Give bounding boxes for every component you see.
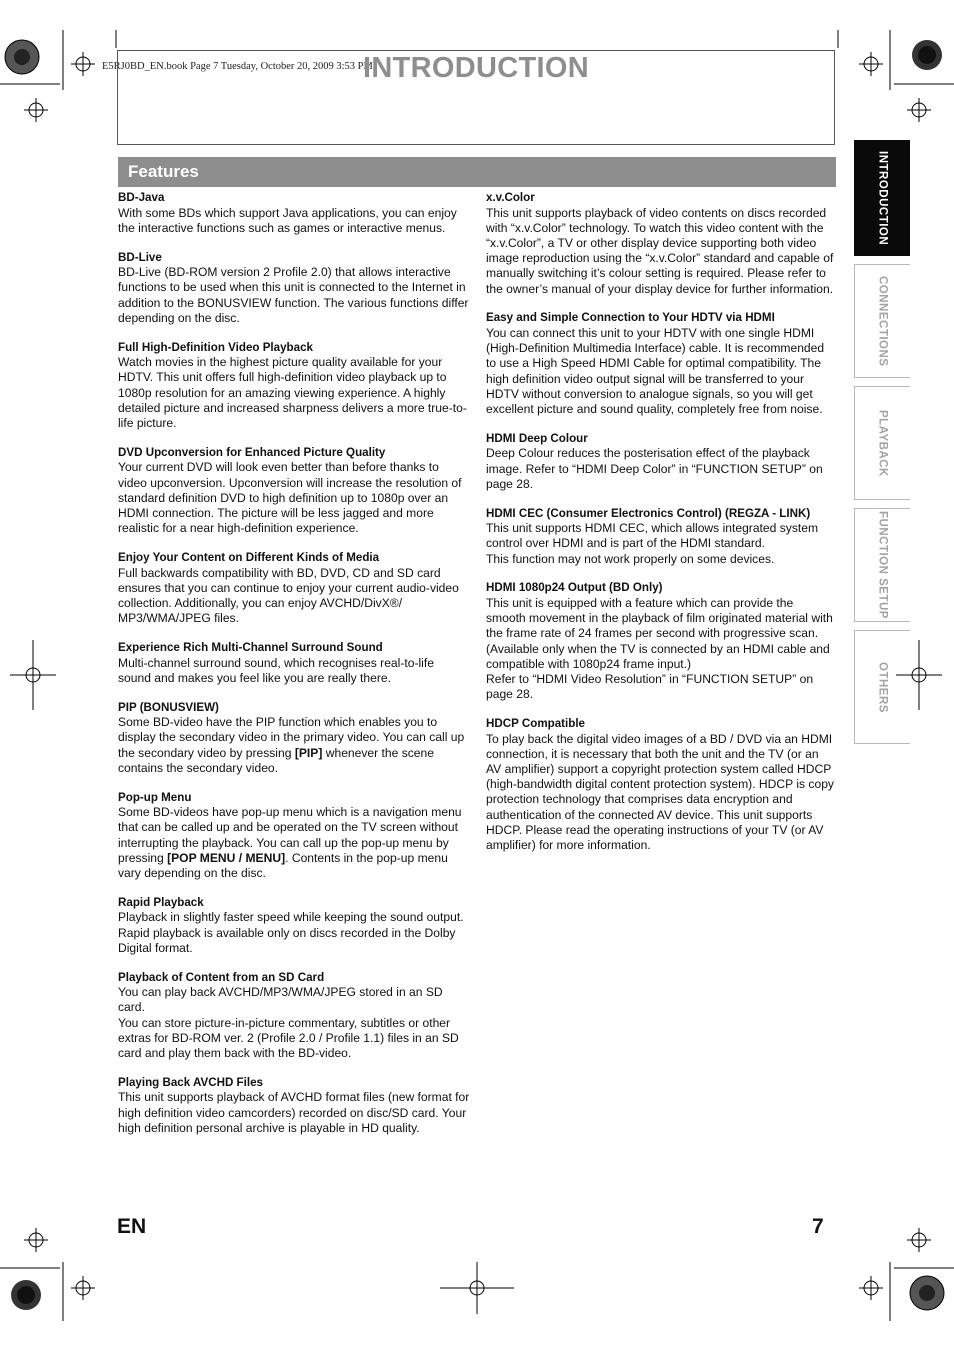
feature-title: HDMI CEC (Consumer Electronics Control) (REGZA - LINK) [486,506,811,520]
feature-title: DVD Upconversion for Enhanced Picture Quality [118,445,386,459]
feature-title: Enjoy Your Content on Different Kinds of Media [118,551,380,564]
feature-description [118,656,470,686]
feature-paragraph: To play back the digital video images of a BD / DVD via an HDMI connection, it is necessary that both the unit and the TV (or an AV amplifier) support a copyright protection system called HDCP (high-bandwidth digital content protection system). HDCP is copy protection technology that comprises data encryption and authentication of the connected AV device. This unit supports HDCP. Please read the operating instructions of your TV (or AV amplifier) for more information. [486,731,834,853]
feature-title: Playback of Content from an SD Card [118,970,325,984]
feature-item [118,1075,470,1136]
feature-description [118,910,470,956]
feature-paragraph: Some BD-videos have pop-up menu which is a navigation menu that can be called up and be operated on the TV screen without interrupting the playback. You can call up the pop-up menu by pressing [POP MENU / MENU]. Contents in the pop-up menu vary depending on the disc. [118,805,462,880]
feature-title: Experience Rich Multi-Channel Surround Sound [118,641,383,654]
feature-title: BD-Java [118,191,165,204]
feature-item [118,790,470,882]
page-number: 7 [812,1215,824,1238]
feature-item [118,550,470,626]
feature-description [118,566,470,627]
feature-title: HDCP Compatible [486,717,585,731]
feature-paragraph: Watch movies in the highest picture quality available for your HDTV. This unit offers full high-definition video playback up to 1080p resolution for an amazing viewing experience. A highly detailed picture and increased sharpness delivers a more true-to-life picture. [118,355,467,430]
feature-item [118,190,470,236]
tab-introduction [854,140,910,256]
language-indicator: EN [117,1215,147,1238]
feature-item [118,640,470,686]
feature-paragraph: BD-Live (BD-ROM version 2 Profile 2.0) that allows interactive functions to be used when this unit is connected to the Internet in addition to the BONUSVIEW function. The various functions differ depending on the disc. [118,265,469,325]
feature-paragraph: This unit supports playback of AVCHD format files (new format for high definition video camcorders) recorded on disc/SD card. Your high definition personal archive is playable in HD quality. [118,1090,470,1135]
feature-description [118,355,470,431]
feature-paragraph: With some BDs which support Java applications, you can enjoy the interactive functions such as games or interactive menus. [118,205,457,235]
tab-label: PLAYBACK [876,409,889,477]
feature-title: Pop-up Menu [118,790,192,804]
feature-title: Playing Back AVCHD Files [118,1075,263,1089]
tab-others [854,630,910,744]
feature-description [486,596,836,702]
feature-description [486,206,836,297]
feature-paragraph: Some BD-video have the PIP function which enables you to display the secondary video in the primary video. You can call up the secondary video by pressing [PIP] whenever the scene contains the secondary video. [118,715,465,775]
feature-item [118,250,470,326]
tab-label: INTRODUCTION [876,150,889,246]
tab-label: OTHERS [876,661,889,713]
right-column [486,190,836,867]
feature-title: PIP (BONUSVIEW) [118,700,219,714]
feature-paragraph: This unit supports playback of video contents on discs recorded with “x.v.Color” technology. To watch this video content with the “x.v.Color”, a TV or other display device supporting both video image reproduction using the “x.v.Color” standard and capable of manually switching it’s colour setting is required. Please refer to the owner’s manual of your display device for further information. [486,205,834,296]
feature-paragraph: Deep Colour reduces the posterisation effect of the playback image. Refer to “HDMI Deep Color” in “FUNCTION SETUP” on page 28. [486,446,823,491]
feature-paragraph: Multi-channel surround sound, which recognises real-to-life sound and makes you feel like you are really there. [118,655,434,685]
tab-playback [854,386,910,500]
feature-title: Easy and Simple Connection to Your HDTV via HDMI [486,311,775,325]
feature-description [118,206,470,236]
feature-description [118,805,470,881]
feature-description [118,985,470,1061]
feature-paragraph: This unit supports HDMI CEC, which allows integrated system control over HDMI and is part of the HDMI standard. [486,521,819,551]
feature-item [486,716,836,853]
feature-item [486,190,836,297]
feature-item [486,310,836,417]
feature-title: x.v.Color [486,191,535,204]
feature-paragraph: Playback in slightly faster speed while keeping the sound output. [118,910,464,925]
feature-description [486,521,836,567]
feature-description [118,460,470,536]
feature-item [486,431,836,492]
feature-paragraph: You can store picture-in-picture commentary, subtitles or other extras for BD-ROM ver. 2 (Profile 2.0 / Profile 1.1) files in an SD card and play them back with the BD-video. [118,1015,459,1060]
tab-connections [854,264,910,378]
feature-title: HDMI Deep Colour [486,431,588,445]
feature-item [118,970,470,1062]
tab-label: CONNECTIONS [876,275,889,367]
feature-description [486,446,836,492]
feature-title: HDMI 1080p24 Output (BD Only) [486,581,663,595]
feature-paragraph: Rapid playback is available only on discs recorded in the Dolby Digital format. [118,925,456,955]
left-column [118,190,470,1150]
feature-item [118,340,470,432]
feature-item [486,580,836,702]
feature-title: BD-Live [118,250,162,264]
feature-description [118,265,470,326]
feature-item [118,445,470,537]
feature-paragraph: Full backwards compatibility with BD, DVD, CD and SD card ensures that you can continue to enjoy your current audio-video collection. Additionally, you can enjoy AVCHD/DivX®/ MP3/WMA/JPEG files. [118,565,459,626]
feature-description [486,732,836,854]
section-tabs [854,140,910,752]
feature-description [118,715,470,776]
feature-item [118,700,470,776]
page-title: INTRODUCTION [363,52,589,84]
feature-description [486,326,836,417]
tab-label: FUNCTION SETUP [876,511,889,619]
tab-function-setup [854,508,910,622]
feature-title: Full High-Definition Video Playback [118,340,313,354]
feature-item [118,895,470,956]
feature-paragraph: This unit is equipped with a feature which can provide the smooth movement in the playback of film originated material with the frame rate of 24 frames per second with progressive scan. (Available only when the TV is connected by an HDMI cable and compatible with 1080p24 frame input.) [486,596,833,671]
feature-paragraph: You can play back AVCHD/MP3/WMA/JPEG stored in an SD card. [118,985,443,1015]
feature-paragraph: This function may not work properly on some devices. [486,551,775,566]
feature-paragraph: Refer to “HDMI Video Resolution” in “FUNCTION SETUP” on page 28. [486,672,814,702]
feature-paragraph: Your current DVD will look even better than before thanks to video upconversion. Upconversion will increase the resolution of standard definition DVD to high definition up to 1080p over an HDMI connection. The picture will be less jagged and more realistic for a near high-definition experience. [118,460,462,536]
print-info: E5RJ0BD_EN.book Page 7 Tuesday, October 20, 2009 3:53 PM [102,61,373,72]
feature-title: Rapid Playback [118,895,204,909]
feature-description [118,1090,470,1136]
section-heading-features: Features [118,157,836,187]
feature-paragraph: You can connect this unit to your HDTV with one single HDMI (High-Definition Multimedia Interface) cable. It is recommended to use a High Speed HDMI Cable for optimal compatibility. The high definition video output signal will be transferred to your HDTV without conversion to analogue signals, so you will get excellent picture and sound quality, completely free from noise. [486,326,825,417]
feature-item [486,506,836,567]
